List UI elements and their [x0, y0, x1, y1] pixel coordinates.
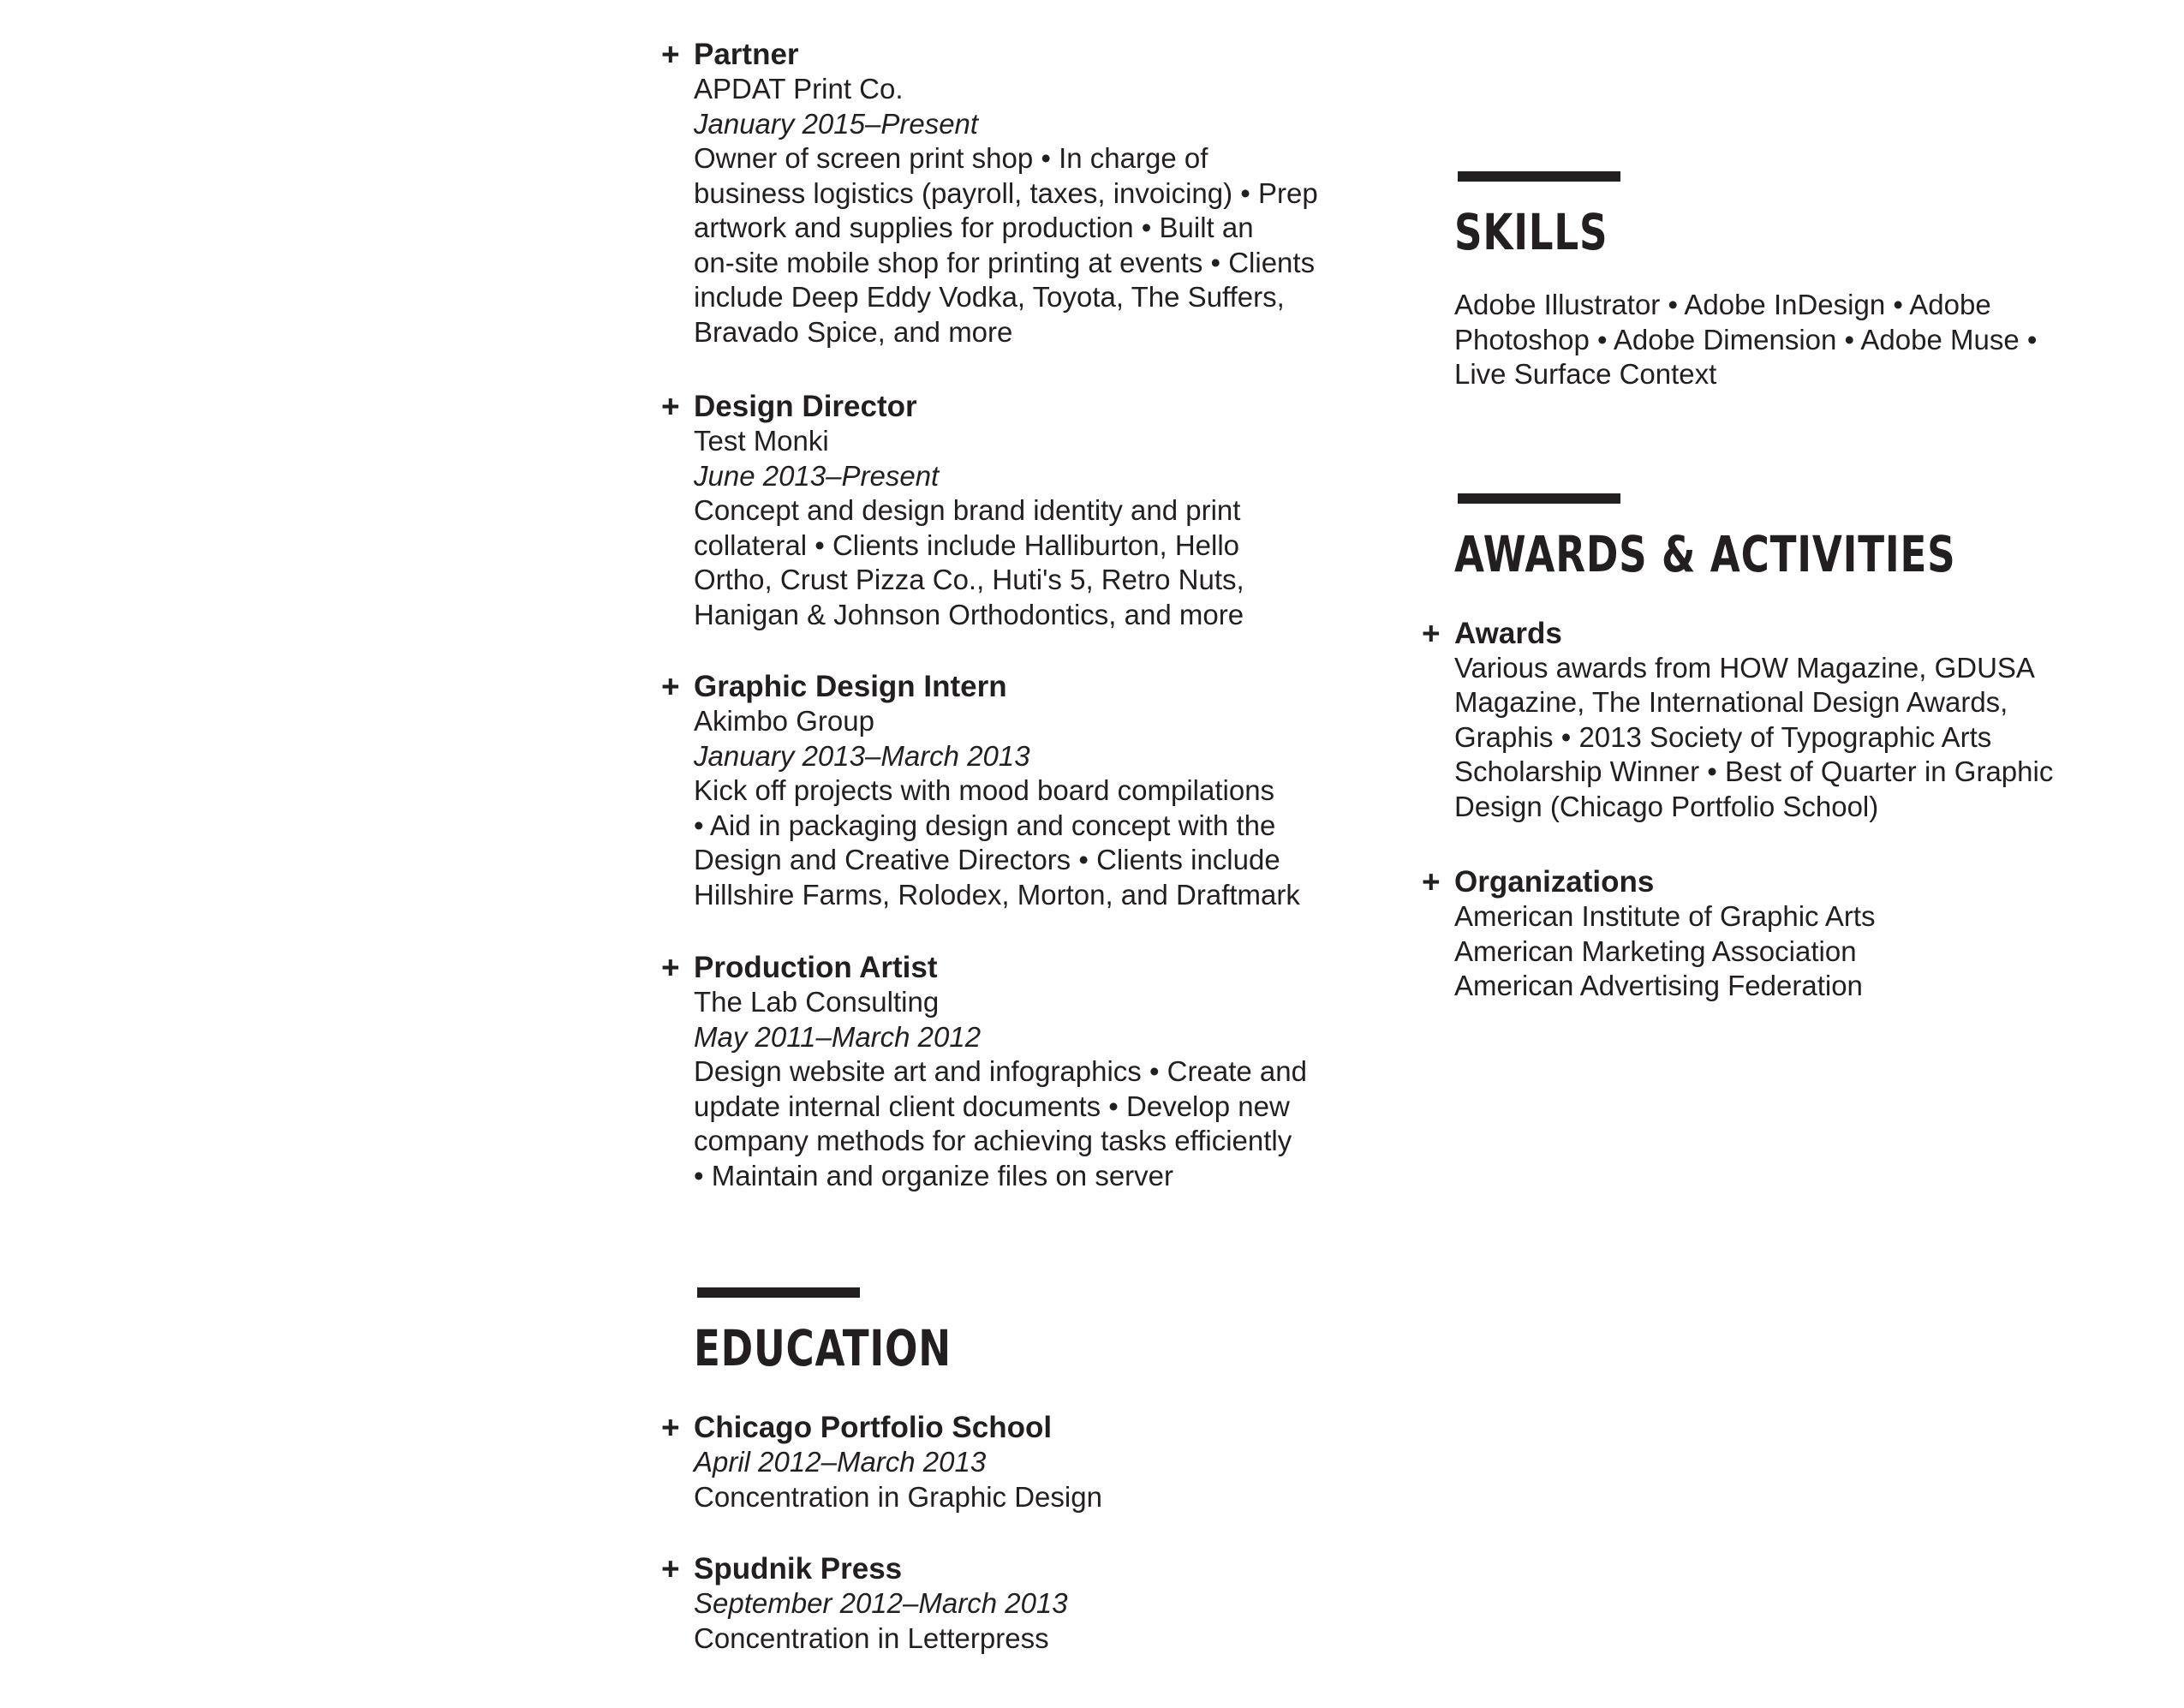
plus-marker: +	[661, 389, 680, 424]
description-line: Bravado Spice, and more	[694, 315, 1013, 348]
description-line: Owner of screen print shop • In charge of	[694, 142, 1208, 174]
organization-item: American Advertising Federation	[1454, 970, 1863, 1001]
experience-entry-production-artist	[661, 951, 1329, 1193]
job-description	[694, 141, 1328, 349]
skills-section-header	[1422, 171, 2073, 262]
education-title: EDUCATION	[694, 1319, 952, 1377]
job-dates: January 2015–Present	[694, 107, 979, 140]
description-line: include Deep Eddy Vodka, Toyota, The Suffers,	[694, 281, 1285, 313]
description-line: Kick off projects with mood board compilations	[694, 774, 1275, 806]
description-line: on-site mobile shop for printing at events • Clients	[694, 246, 1316, 278]
job-dates: May 2011–March 2012	[694, 1020, 982, 1053]
section-divider-bar	[1458, 171, 1620, 182]
company-name: APDAT Print Co.	[694, 73, 904, 105]
description-line: business logistics (payroll, taxes, invoicing) • Prep	[694, 176, 1318, 209]
awards-line: Scholarship Winner • Best of Quarter in Graphic	[1454, 755, 2054, 787]
left-column	[661, 38, 1329, 1656]
education-dates: April 2012–March 2013	[694, 1446, 987, 1478]
plus-marker: +	[661, 950, 680, 985]
description-line: Ortho, Crust Pizza Co., Huti's 5, Retro Nuts,	[694, 564, 1244, 595]
experience-entry-graphic-design-intern	[661, 670, 1329, 912]
job-title: Production Artist	[694, 951, 938, 984]
plus-marker: +	[661, 1551, 680, 1586]
description-line: Design and Creative Directors • Clients include	[694, 844, 1280, 875]
education-entry-chicago-portfolio-school	[661, 1411, 1329, 1514]
job-title: Design Director	[694, 390, 917, 423]
skills-line: Live Surface Context	[1454, 358, 1717, 390]
description-line: collateral • Clients include Halliburton, Hello	[694, 529, 1240, 561]
education-entry-spudnik-press	[661, 1552, 1329, 1656]
description-line: artwork and supplies for production • Built an	[694, 212, 1254, 243]
skills-title: SKILLS	[1454, 203, 1608, 261]
education-detail: Concentration in Graphic Design	[694, 1480, 1102, 1513]
description-line: Hillshire Farms, Rolodex, Morton, and Draftmark	[694, 878, 1300, 911]
awards-title: AWARDS & ACTIVITIES	[1454, 524, 1956, 583]
description-line: Concept and design brand identity and print	[694, 494, 1241, 526]
skills-list	[1422, 288, 2073, 392]
school-name: Spudnik Press	[694, 1552, 903, 1586]
organization-item: American Institute of Graphic Arts	[1454, 900, 1876, 932]
description-line: • Aid in packaging design and concept with the	[694, 809, 1276, 841]
section-divider-bar	[697, 1287, 860, 1298]
plus-marker: +	[1422, 615, 1441, 651]
awards-line: Graphis • 2013 Society of Typographic Arts	[1454, 720, 1992, 753]
awards-description	[1454, 651, 2088, 825]
right-column	[1422, 171, 2073, 1004]
company-name: Test Monki	[694, 425, 829, 457]
plus-marker: +	[661, 37, 680, 72]
awards-entry	[1422, 617, 2073, 825]
job-description	[694, 493, 1328, 632]
awards-line: Magazine, The International Design Awards,	[1454, 686, 2008, 718]
job-dates: June 2013–Present	[694, 459, 940, 492]
description-line: Design website art and infographics • Create and	[694, 1055, 1307, 1087]
organizations-list	[1454, 899, 2088, 1004]
organizations-heading: Organizations	[1454, 865, 1655, 899]
job-dates: January 2013–March 2013	[694, 739, 1030, 772]
organizations-entry	[1422, 865, 2073, 1004]
experience-entry-design-director	[661, 390, 1329, 632]
job-description	[694, 773, 1328, 912]
description-line: update internal client documents • Develop new	[694, 1090, 1290, 1122]
company-name: Akimbo Group	[694, 705, 874, 737]
awards-line: Various awards from HOW Magazine, GDUSA	[1454, 651, 2035, 684]
awards-heading: Awards	[1454, 616, 1562, 650]
education-dates: September 2012–March 2013	[694, 1587, 1068, 1619]
company-name: The Lab Consulting	[694, 986, 940, 1018]
awards-line: Design (Chicago Portfolio School)	[1454, 790, 1879, 822]
plus-marker: +	[661, 1410, 680, 1445]
job-title: Partner	[694, 38, 799, 71]
education-detail: Concentration in Letterpress	[694, 1621, 1049, 1654]
plus-marker: +	[1422, 864, 1441, 899]
description-line: Hanigan & Johnson Orthodontics, and more	[694, 598, 1244, 630]
school-name: Chicago Portfolio School	[694, 1411, 1053, 1444]
job-title: Graphic Design Intern	[694, 670, 1007, 703]
description-line: • Maintain and organize files on server	[694, 1159, 1174, 1191]
section-divider-bar	[1458, 493, 1620, 504]
job-description	[694, 1054, 1328, 1193]
plus-marker: +	[661, 669, 680, 704]
skills-line: Photoshop • Adobe Dimension • Adobe Muse •	[1454, 323, 2038, 355]
description-line: company methods for achieving tasks efficiently	[694, 1125, 1292, 1156]
organization-item: American Marketing Association	[1454, 935, 1857, 967]
awards-section-header	[1422, 493, 2073, 584]
skills-line: Adobe Illustrator • Adobe InDesign • Adobe	[1454, 289, 1991, 320]
education-section-header	[661, 1287, 1329, 1378]
experience-entry-partner	[661, 38, 1329, 349]
